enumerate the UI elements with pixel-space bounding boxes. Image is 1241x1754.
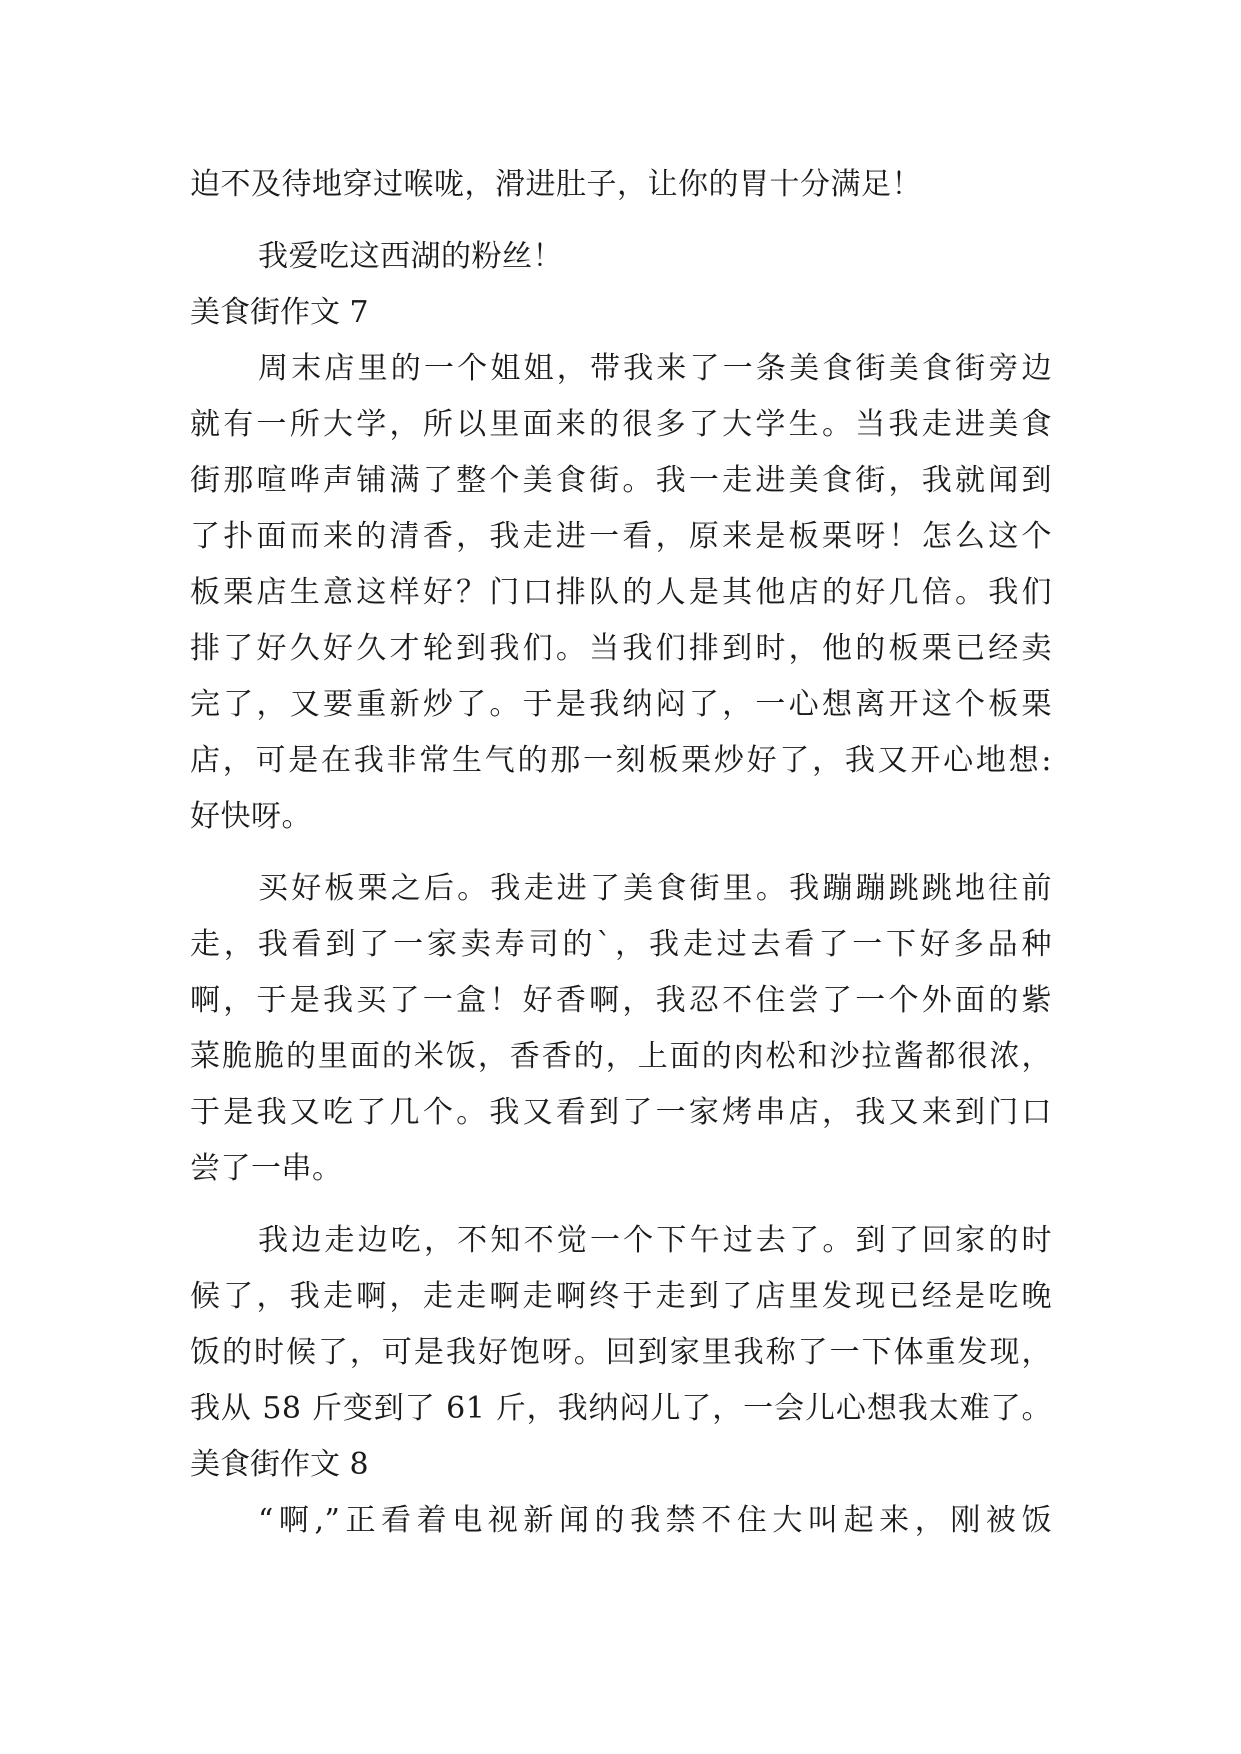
paragraph-line: 完了，又要重新炒了。于是我纳闷了，一心想离开这个板栗 [190,687,1052,722]
paragraph-line: “啊,”正看着电视新闻的我禁不住大叫起来，刚被饭 [258,1503,1052,1538]
paragraph-line: 板栗店生意这样好？门口排队的人是其他店的好几倍。我们 [190,575,1052,610]
paragraph-line: 菜脆脆的里面的米饭，香香的，上面的肉松和沙拉酱都很浓， [190,1039,1052,1074]
section-heading: 美食街作文 7 [190,295,369,330]
paragraph-gap [190,845,1052,861]
paragraph-line: 候了，我走啊，走走啊走啊终于走到了店里发现已经是吃晚 [190,1279,1052,1314]
section-heading: 美食街作文 8 [190,1447,369,1482]
paragraph-line: 周末店里的一个姐姐，带我来了一条美食街美食街旁边 [258,351,1052,386]
paragraph-line: 于是我又吃了几个。我又看到了一家烤串店，我又来到门口 [190,1095,1052,1130]
paragraph-line: 饭的时候了，可是我好饱呀。回到家里我称了一下体重发现， [190,1335,1052,1370]
paragraph-line: 走，我看到了一家卖寿司的`，我走过去看了一下好多品种 [190,927,1052,962]
paragraph-line: 我爱吃这西湖的粉丝！ [258,239,563,274]
paragraph-line: 店，可是在我非常生气的那一刻板栗炒好了，我又开心地想: [190,743,1052,778]
paragraph-line: 就有一所大学，所以里面来的很多了大学生。当我走进美食 [190,407,1052,442]
paragraph-line: 买好板栗之后。我走进了美食街里。我蹦蹦跳跳地往前 [258,871,1052,906]
paragraph-line: 我边走边吃，不知不觉一个下午过去了。到了回家的时 [258,1223,1052,1258]
paragraph-line: 迫不及待地穿过喉咙，滑进肚子，让你的胃十分满足！ [190,167,922,202]
paragraph-line: 了扑面而来的清香，我走进一看，原来是板栗呀！怎么这个 [190,519,1052,554]
document-body [190,157,1052,1549]
paragraph-line: 街那喧哗声铺满了整个美食街。我一走进美食街，我就闻到 [190,463,1052,498]
paragraph-line: 尝了一串。 [190,1151,343,1186]
paragraph-gap [190,213,1052,229]
paragraph-line: 我从 58 斤变到了 61 斤，我纳闷儿了，一会儿心想我太难了。 [190,1391,1052,1426]
paragraph-gap [190,1197,1052,1213]
paragraph-line: 啊，于是我买了一盒！好香啊，我忍不住尝了一个外面的紫 [190,983,1052,1018]
paragraph-line: 排了好久好久才轮到我们。当我们排到时，他的板栗已经卖 [190,631,1052,666]
paragraph-line: 好快呀。 [190,799,312,834]
